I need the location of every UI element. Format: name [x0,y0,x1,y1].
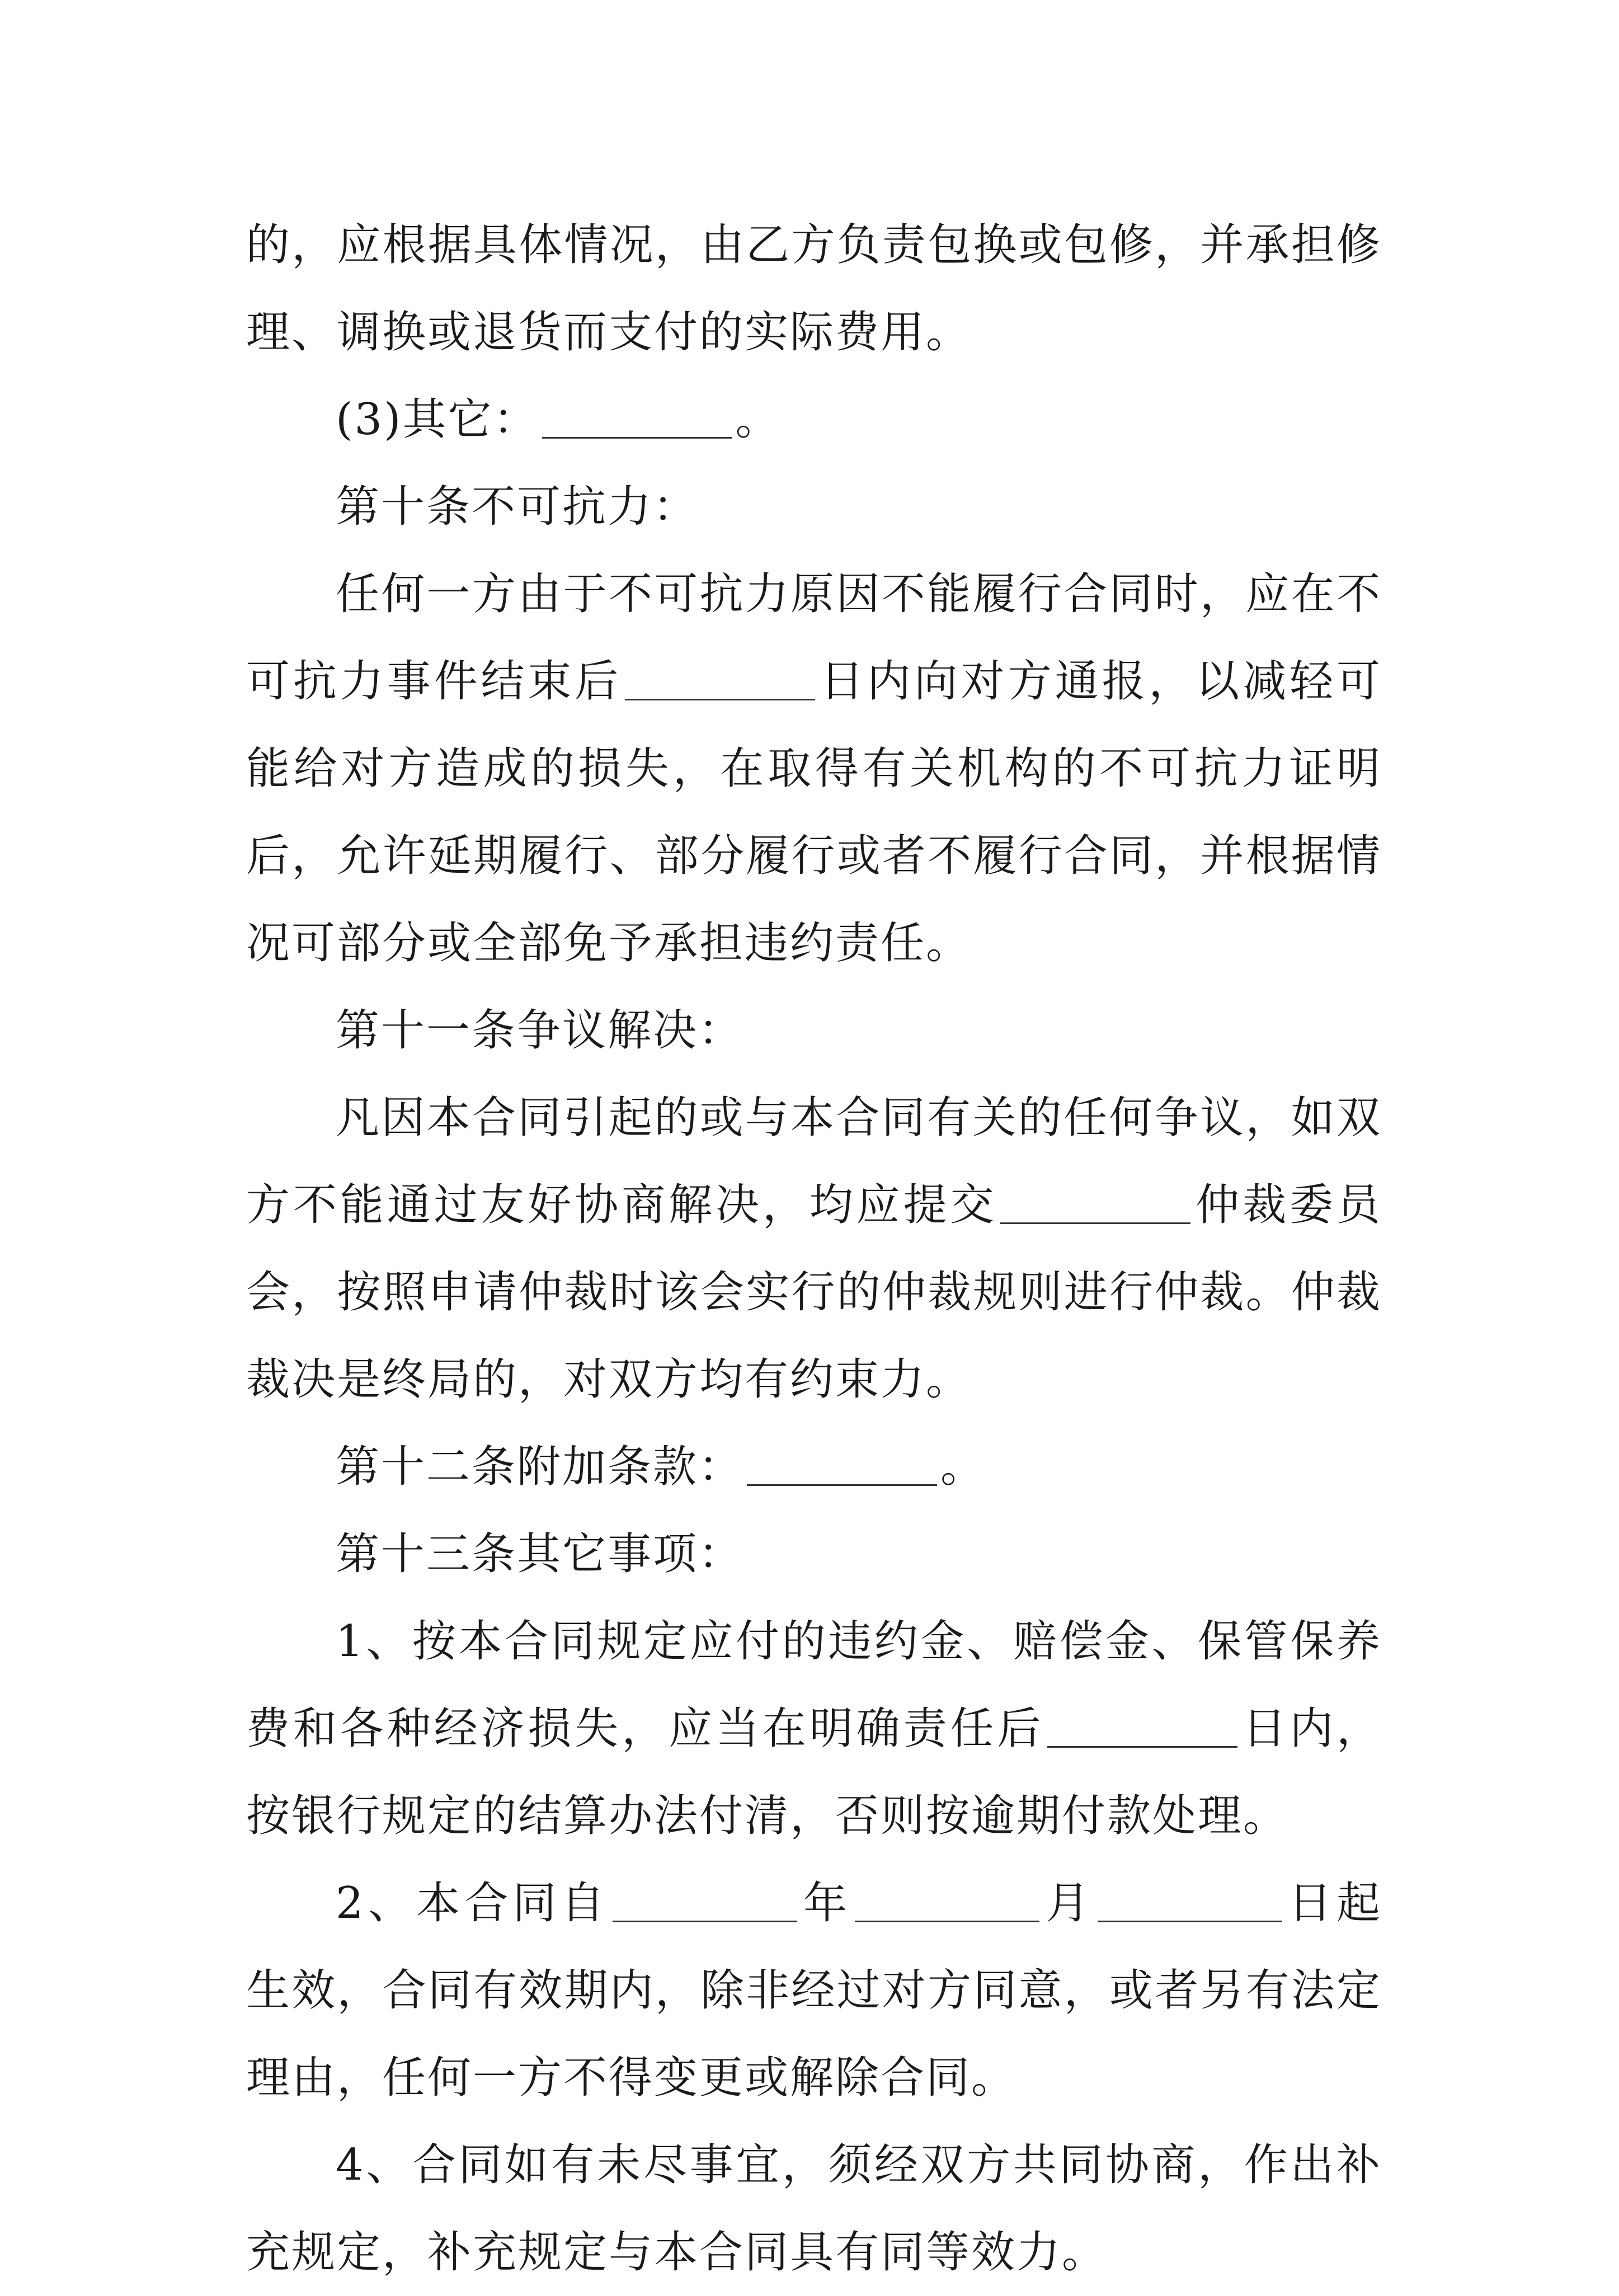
blank-field [1047,1707,1237,1748]
blank-field-year [613,1881,797,1922]
clause-other-label: (3)其它： [336,394,539,445]
article-10-body [246,551,1382,987]
article-12-line [246,1423,1382,1511]
item-2-month-label: 月 [1043,1878,1094,1928]
article-13-heading: 第十三条其它事项： [336,1529,744,1579]
article-11-text-a: 凡因本合同引起的或与本合同有关的任何争议，如双方不能通过友好协商解决，均应提交 [246,1093,1382,1230]
item-2-text-b: 日起生效，合同有效期内，除非经过对方同意，或者另有法定理由，任何一方不得变更或解除合同。 [246,1878,1382,2103]
article-12-label: 第十二条附加条款： [336,1442,744,1492]
blank-field [1000,1183,1190,1224]
article-11-text-b: 仲裁委员会，按照申请仲裁时该会实行的仲裁规则进行仲裁。仲裁裁决是终局的，对双方均有约束力。 [246,1180,1382,1405]
item-1-text-a: 1、按本合同规定应付的违约金、赔偿金、保管保养费和各种经济损失，应当在明确责任后 [246,1616,1382,1754]
item-1-text-b: 日内，按银行规定的结算办法付清，否则按逾期付款处理。 [246,1704,1382,1841]
item-2-year-label: 年 [800,1878,852,1928]
blank-field [625,660,815,700]
article-13-item-2 [246,1860,1382,2121]
article-13-item-1 [246,1598,1382,1860]
article-12-end: 。 [940,1442,986,1492]
clause-other-line [246,376,1382,463]
article-10-heading: 第十条不可抗力： [336,482,699,532]
article-10-text-a: 任何一方由于不可抗力原因不能履行合同时，应在不可抗力事件结束后 [246,569,1382,707]
article-11-body [246,1074,1382,1423]
blank-field [542,398,732,439]
article-11-heading: 第十一条争议解决： [336,1005,744,1056]
item-2-text-a: 2、本合同自 [336,1878,609,1928]
blank-field-month [855,1881,1039,1922]
article-10-text-b: 日内向对方通报，以减轻可能给对方造成的损失，在取得有关机构的不可抗力证明后，允许延期履行、部分履行或者不履行合同，并根据情况可部分或全部免予承担违约责任。 [246,656,1382,968]
document-body [246,201,1382,2296]
clause-other-end: 。 [735,394,781,445]
blank-field-day [1098,1881,1282,1922]
article-13-item-4: 4、合同如有未尽事宜，须经双方共同协商，作出补充规定，补充规定与本合同具有同等效力。 [246,2140,1382,2278]
blank-field [747,1445,937,1486]
paragraph-continuation: 的，应根据具体情况，由乙方负责包换或包修，并承担修理、调换或退货而支付的实际费用。 [246,220,1382,357]
